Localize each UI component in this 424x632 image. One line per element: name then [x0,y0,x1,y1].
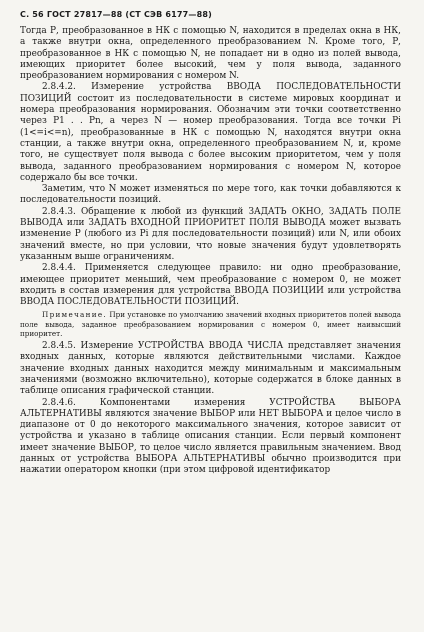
paragraph-2-8-4-6: 2.8.4.6. Компонентами измерения УСТРОЙСТВА ВЫБОРА АЛЬТЕРНАТИВЫ являются значение ВЫБОР или НЕТ ВЫБОРА и целое число в диапазоне от 0 до некоторого максимального значения, которое зависит от устройства и указано в таблице описания станции. Если первый компонент имеет значение ВЫБОР, то целое число является правильным значением. Ввод данных от устройства ВЫБОРА АЛЬТЕРНАТИВЫ обычно производится при нажатии оператором кнопки (при этом цифровой идентификатор [20,397,401,476]
paragraph-remark: Заметим, что N может изменяться по мере того, как точки добавляются к последовательности позиций. [20,184,401,206]
paragraph-2-8-4-4: 2.8.4.4. Применяется следующее правило: ни одно преобразование, имеющее приоритет меньший, чем преобразование с номером 0, не может входить в состав измерения для устройства ВВОДА ПОЗИЦИИ или устройства ВВОДА ПОСЛЕДОВАТЕЛЬНОСТИ ПОЗИЦИЙ. [20,263,401,308]
paragraph-2-8-4-5: 2.8.4.5. Измерение УСТРОЙСТВА ВВОДА ЧИСЛА представляет значения входных данных, которые являются действительными числами. Каждое значение входных данных находится между минимальным и максимальным значениями (возможно включительно), которые содержатся в блоке данных в таблице описания графической станции. [20,341,401,397]
paragraph-2-8-4-2: 2.8.4.2. Измерение устройства ВВОДА ПОСЛЕДОВАТЕЛЬНОСТИ ПОЗИЦИЙ состоит из последовательности в системе мировых координат и номера преобразования нормирования. Обозначим эти точки соответственно через Р1 . . Рn, а через N — номер преобразования. Тогда все точки Рi (1<=i<=n), преобразованные в НК с помощью N, находятся внутри окна станции, а также внутри окна, определенного преобразованием N, и, кроме того, не существует поля вывода с более высоким приоритетом, чем у поля вывода, заданного преобразованием нормирования с номером N, которое содержало бы все точки. [20,82,401,183]
note-label: Примечание. [42,310,107,320]
note-text: При установке по умолчанию значений входных приоритетов полей вывода поле вывода, заданное преобразованием нормирования с номером 0, имеет наивысший приоритет. [20,310,401,338]
page-header: С. 56 ГОСТ 27817—88 (СТ СЭВ 6177—88) [20,10,213,19]
body-text [20,26,401,477]
paragraph-continuation: Тогда Р, преобразованное в НК с помощью N, находится в пределах окна в НК, а также внутри окна, определенного преобразованием N. Кроме того, Р, преобразованное в НК с помощью N, не попадает ни в одно из полей вывода, имеющих приоритет более высокий, чем у поля вывода, заданного преобразованием нормирования с номером N. [20,26,401,82]
paragraph-2-8-4-3: 2.8.4.3. Обращение к любой из функций ЗАДАТЬ ОКНО, ЗАДАТЬ ПОЛЕ ВЫВОДА или ЗАДАТЬ ВХОДНОЙ ПРИОРИТЕТ ПОЛЯ ВЫВОДА может вызвать изменение Р (любого из Рi для последовательности позиций) или N, или обоих значений вместе, но при условии, что новые значения будут удовлетворять указанным выше ограничениям. [20,206,401,262]
note [20,310,401,338]
